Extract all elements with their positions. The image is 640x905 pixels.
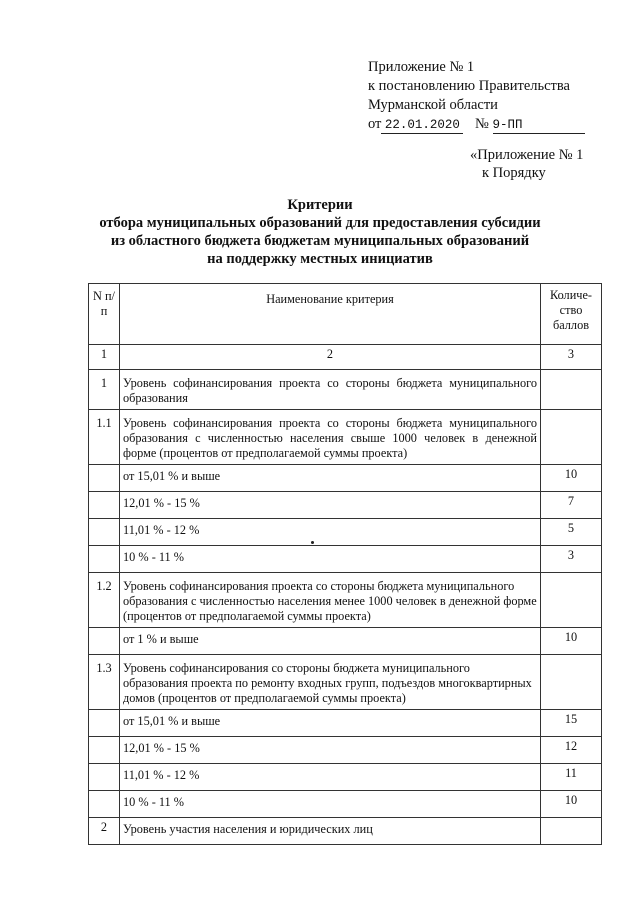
row-num: 2: [89, 818, 120, 845]
table-row: [89, 492, 602, 519]
resolution-number: 9-ПП: [493, 118, 585, 134]
appendix-title: Приложение № 1: [368, 59, 475, 75]
row-name: 12,01 % - 15 %: [120, 737, 541, 764]
index-col-1: 1: [89, 345, 120, 370]
row-score: 11: [541, 764, 602, 791]
row-score: 3: [541, 546, 602, 573]
row-name: 10 % - 11 %: [120, 791, 541, 818]
appendix-date-line: [368, 115, 618, 134]
criteria-table: [88, 283, 602, 845]
row-score: [541, 655, 602, 710]
row-score: 12: [541, 737, 602, 764]
row-num: [89, 791, 120, 818]
row-num: [89, 710, 120, 737]
header-num: N п/п: [89, 284, 120, 345]
row-num: [89, 492, 120, 519]
row-num: 1.2: [89, 573, 120, 628]
resolution-date: 22.01.2020: [381, 118, 463, 134]
row-num: [89, 764, 120, 791]
table-row: [89, 628, 602, 655]
table-row: [89, 410, 602, 465]
row-name: 10 % - 11 %: [120, 546, 541, 573]
table-row: [89, 818, 602, 845]
table-row: [89, 791, 602, 818]
index-col-2: 2: [120, 345, 541, 370]
row-num: [89, 519, 120, 546]
header-score: Количе-ство баллов: [541, 284, 602, 345]
row-score: 10: [541, 628, 602, 655]
row-num: [89, 546, 120, 573]
from-label: от: [368, 116, 382, 132]
appendix-region: Мурманской области: [368, 97, 498, 113]
row-num: [89, 465, 120, 492]
document-title: [60, 196, 580, 268]
procedure-annex-title: «Приложение № 1: [470, 147, 584, 163]
title-line-2: отбора муниципальных образований для предоставления субсидии: [99, 215, 541, 231]
appendix-header: [368, 58, 618, 134]
table-index-row: [89, 345, 602, 370]
title-line-1: Критерии: [287, 197, 353, 213]
appendix-resolution: к постановлению Правительства: [368, 78, 570, 94]
header-name: Наименование критерия: [120, 284, 541, 345]
table-row: [89, 737, 602, 764]
row-score: 10: [541, 465, 602, 492]
row-name: 12,01 % - 15 %: [120, 492, 541, 519]
table-row: [89, 655, 602, 710]
row-score: 5: [541, 519, 602, 546]
row-name: от 15,01 % и выше: [120, 710, 541, 737]
table-header-row: [89, 284, 602, 345]
title-line-3: из областного бюджета бюджетам муниципальных образований: [110, 233, 530, 249]
row-name: Уровень софинансирования проекта со стороны бюджета муниципального образования: [120, 370, 541, 410]
table-row: [89, 546, 602, 573]
row-name: Уровень участия населения и юридических лиц: [120, 818, 541, 845]
row-name: 11,01 % - 12 %: [120, 519, 541, 546]
row-num: 1.1: [89, 410, 120, 465]
procedure-annex: [470, 146, 610, 182]
row-name: 11,01 % - 12 %: [120, 764, 541, 791]
row-num: 1.3: [89, 655, 120, 710]
row-score: [541, 410, 602, 465]
row-num: [89, 628, 120, 655]
table-row: [89, 710, 602, 737]
number-label: №: [475, 116, 489, 132]
table-row: [89, 519, 602, 546]
procedure-annex-ref: к Порядку: [482, 165, 546, 181]
row-score: [541, 818, 602, 845]
row-name: от 1 % и выше: [120, 628, 541, 655]
scan-speck: [311, 541, 314, 544]
table-row: [89, 573, 602, 628]
row-score: [541, 573, 602, 628]
row-score: [541, 370, 602, 410]
table-row: [89, 764, 602, 791]
row-name: Уровень софинансирования проекта со стороны бюджета муниципального образования с численностью населения менее 1000 человек в денежной форме (процентов от предполагаемой суммы проекта): [120, 573, 541, 628]
index-col-3: 3: [541, 345, 602, 370]
row-num: 1: [89, 370, 120, 410]
row-name: Уровень софинансирования со стороны бюджета муниципального образования проекта по ремонту входных групп, подъездов многоквартирных домов (процентов от предполагаемой суммы проекта): [120, 655, 541, 710]
row-num: [89, 737, 120, 764]
row-score: 15: [541, 710, 602, 737]
table-row: [89, 370, 602, 410]
row-score: 7: [541, 492, 602, 519]
row-score: 10: [541, 791, 602, 818]
row-name: Уровень софинансирования проекта со стороны бюджета муниципального образования с численностью населения свыше 1000 человек в денежной форме (процентов от предполагаемой суммы проекта): [120, 410, 541, 465]
table-row: [89, 465, 602, 492]
row-name: от 15,01 % и выше: [120, 465, 541, 492]
title-line-4: на поддержку местных инициатив: [207, 251, 433, 267]
